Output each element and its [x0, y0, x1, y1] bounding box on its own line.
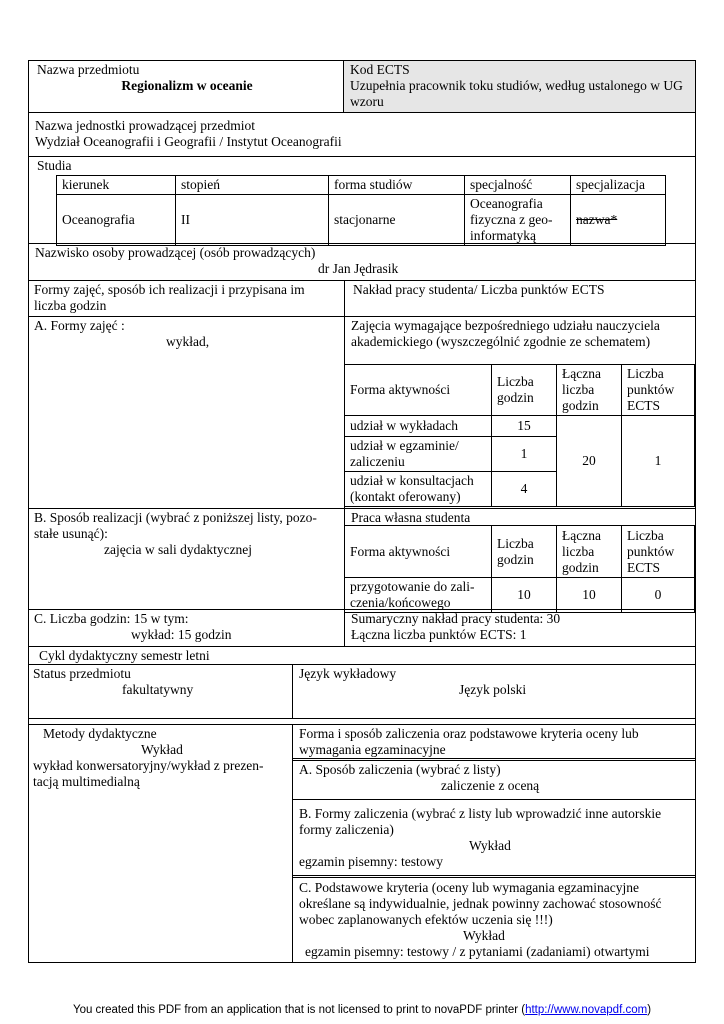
footer-close: ) — [647, 1004, 652, 1016]
forms-b-row — [28, 509, 696, 610]
own-work-table-header — [345, 526, 695, 578]
ects-code-note: Uzupełnia pracownik toku studiów, według ustalonego w UG wzoru — [350, 78, 683, 109]
assessment-c-label: C. Podstawowe kryteria (oceny lub wymagania egzaminacyjne określane są indywidualnie, jednak powinny zachować stosowność wobec zaplanowanych efektów uczenia się !!!) — [299, 880, 662, 927]
cycle-row: Cykl dydaktyczny semestr letni — [28, 647, 696, 665]
forms-c-cell — [29, 610, 345, 646]
contact-col-total: Łączna liczba godzin — [557, 365, 622, 416]
studies-row — [28, 157, 696, 244]
assessment-b-sub: Wykład — [469, 838, 511, 853]
summary-ects: Łączna liczba punktów ECTS: 1 — [351, 627, 527, 642]
footer-link[interactable]: http://www.novapdf.com — [525, 1004, 648, 1016]
own-col-hours: Liczba godzin — [492, 526, 557, 578]
studies-header-kierunek: kierunek — [57, 176, 176, 195]
contact-row-hours: 1 — [492, 437, 557, 472]
own-col-activity: Forma aktywności — [345, 526, 492, 578]
subject-name-value: Regionalizm w oceanie — [121, 78, 253, 93]
contact-total: 20 — [557, 416, 622, 507]
status-label: Status przedmiotu — [33, 666, 131, 681]
forms-left-header: Formy zajęć, sposób ich realizacji i przypisana im liczba godzin — [29, 281, 345, 316]
contact-row — [345, 416, 695, 437]
methods-assessment-row — [28, 725, 696, 963]
instructor-row — [28, 244, 696, 281]
assessment-a-label: A. Sposób zaliczenia (wybrać z listy) — [299, 762, 501, 777]
own-work-row — [345, 578, 695, 613]
contact-table-header — [345, 365, 695, 416]
studies-table — [56, 175, 666, 246]
unit-label: Nazwa jednostki prowadzącej przedmiot — [35, 118, 256, 133]
forms-a-value: wykład, — [166, 334, 210, 349]
forms-c-label: C. Liczba godzin: 15 w tym: — [34, 611, 189, 626]
unit-row — [28, 113, 696, 157]
assessment-header: Forma i sposób zaliczenia oraz podstawowe kryteria oceny lub wymagania egzaminacyjne — [293, 725, 695, 759]
status-language-row — [28, 665, 696, 719]
assessment-a-value: zaliczenie z oceną — [441, 778, 540, 793]
status-cell — [29, 665, 293, 718]
status-value: fakultatywny — [122, 682, 194, 697]
studies-value-row — [57, 195, 666, 246]
studies-value-specjalnosc: Oceanografia fizyczna z geo-informatyką — [465, 195, 571, 246]
forms-a-row — [28, 317, 696, 509]
assessment-c-value: egzamin pisemny: testowy / z pytaniami (zadaniami) otwartymi — [305, 944, 650, 959]
ects-code-cell — [344, 61, 695, 112]
assessment-cell — [293, 725, 695, 962]
forms-c-value: wykład: 15 godzin — [131, 627, 232, 642]
instructor-label: Nazwisko osoby prowadzącej (osób prowadzących) — [35, 245, 316, 260]
methods-label: Metody dydaktyczne — [43, 726, 157, 741]
contact-col-ects: Liczba punktów ECTS — [622, 365, 695, 416]
studies-header-specjalnosc: specjalność — [465, 176, 571, 195]
methods-sub: Wykład — [141, 742, 183, 757]
forms-header-row — [28, 281, 696, 317]
own-row-ects: 0 — [622, 578, 695, 613]
summary-cell — [345, 610, 695, 646]
studies-header-forma: forma studiów — [329, 176, 465, 195]
studies-header-specjalizacja: specjalizacja — [571, 176, 666, 195]
contact-row-activity: udział w wykładach — [345, 416, 492, 437]
contact-ects: 1 — [622, 416, 695, 507]
own-col-ects: Liczba punktów ECTS — [622, 526, 695, 578]
forms-right-header: Nakład pracy studenta/ Liczba punktów ECTS — [353, 282, 605, 297]
subject-row — [28, 60, 696, 113]
studies-value-stopien: II — [176, 195, 329, 246]
own-row-activity: przygotowanie do zali-czenia/końcowego — [345, 578, 492, 613]
own-col-total: Łączna liczba godzin — [557, 526, 622, 578]
footer-notice — [0, 1004, 724, 1016]
methods-cell — [29, 725, 293, 962]
unit-value: Wydział Oceanografii i Geografii / Instytut Oceanografii — [35, 134, 342, 149]
syllabus-form — [28, 60, 696, 963]
own-work-table — [344, 525, 695, 613]
studies-value-specjalizacja: nazwa* — [571, 195, 666, 246]
forms-b-label: B. Sposób realizacji (wybrać z poniższej listy, pozo-stałe usunąć): — [34, 510, 317, 541]
assessment-c — [293, 877, 695, 961]
contact-row-hours: 15 — [492, 416, 557, 437]
subject-name-cell — [29, 61, 344, 112]
forms-b-value: zajęcia w sali dydaktycznej — [104, 542, 253, 557]
subject-name-label: Nazwa przedmiotu — [37, 62, 140, 77]
assessment-c-sub: Wykład — [463, 928, 505, 943]
contact-header: Zajęcia wymagające bezpośredniego udziału nauczyciela akademickiego (wyszczególnić zgodnie ze schematem) — [351, 318, 660, 349]
language-value: Język polski — [459, 682, 527, 697]
assessment-b-value: egzamin pisemny: testowy — [299, 854, 443, 869]
instructor-value: dr Jan Jędrasik — [318, 261, 399, 276]
contact-row-activity: udział w egzaminie/ zaliczeniu — [345, 437, 492, 472]
contact-col-hours: Liczba godzin — [492, 365, 557, 416]
assessment-b-label: B. Formy zaliczenia (wybrać z listy lub wprowadzić inne autorskie formy zaliczenia) — [299, 806, 662, 837]
own-work-cell — [345, 509, 695, 609]
summary-workload: Sumaryczny nakład pracy studenta: 30 — [351, 611, 561, 626]
footer-text: You created this PDF from an application that is not licensed to print to novaPDF printer ( — [72, 1004, 526, 1016]
studies-value-forma: stacjonarne — [329, 195, 465, 246]
assessment-b — [293, 800, 695, 876]
contact-col-activity: Forma aktywności — [345, 365, 492, 416]
studies-header-stopien: stopień — [176, 176, 329, 195]
own-row-hours: 10 — [492, 578, 557, 613]
contact-row-activity: udział w konsultacjach (kontakt oferowany) — [345, 472, 492, 507]
forms-a-label: A. Formy zajęć : — [34, 318, 125, 333]
forms-a-cell — [29, 317, 345, 508]
ects-code-label: Kod ECTS — [350, 62, 410, 77]
contact-hours-cell — [345, 317, 695, 508]
methods-value: wykład konwersatoryjny/wykład z prezen-tacją multimedialną — [33, 758, 264, 789]
forms-c-row — [28, 610, 696, 647]
studies-header-row — [57, 176, 666, 195]
language-label: Język wykładowy — [299, 666, 397, 681]
studies-label: Studia — [37, 158, 72, 173]
contact-table — [344, 364, 695, 507]
assessment-a — [293, 760, 695, 800]
contact-row-hours: 4 — [492, 472, 557, 507]
own-work-header: Praca własna studenta — [351, 510, 471, 525]
language-cell — [293, 665, 695, 718]
own-row-total: 10 — [557, 578, 622, 613]
studies-value-kierunek: Oceanografia — [57, 195, 176, 246]
forms-b-cell — [29, 509, 345, 609]
